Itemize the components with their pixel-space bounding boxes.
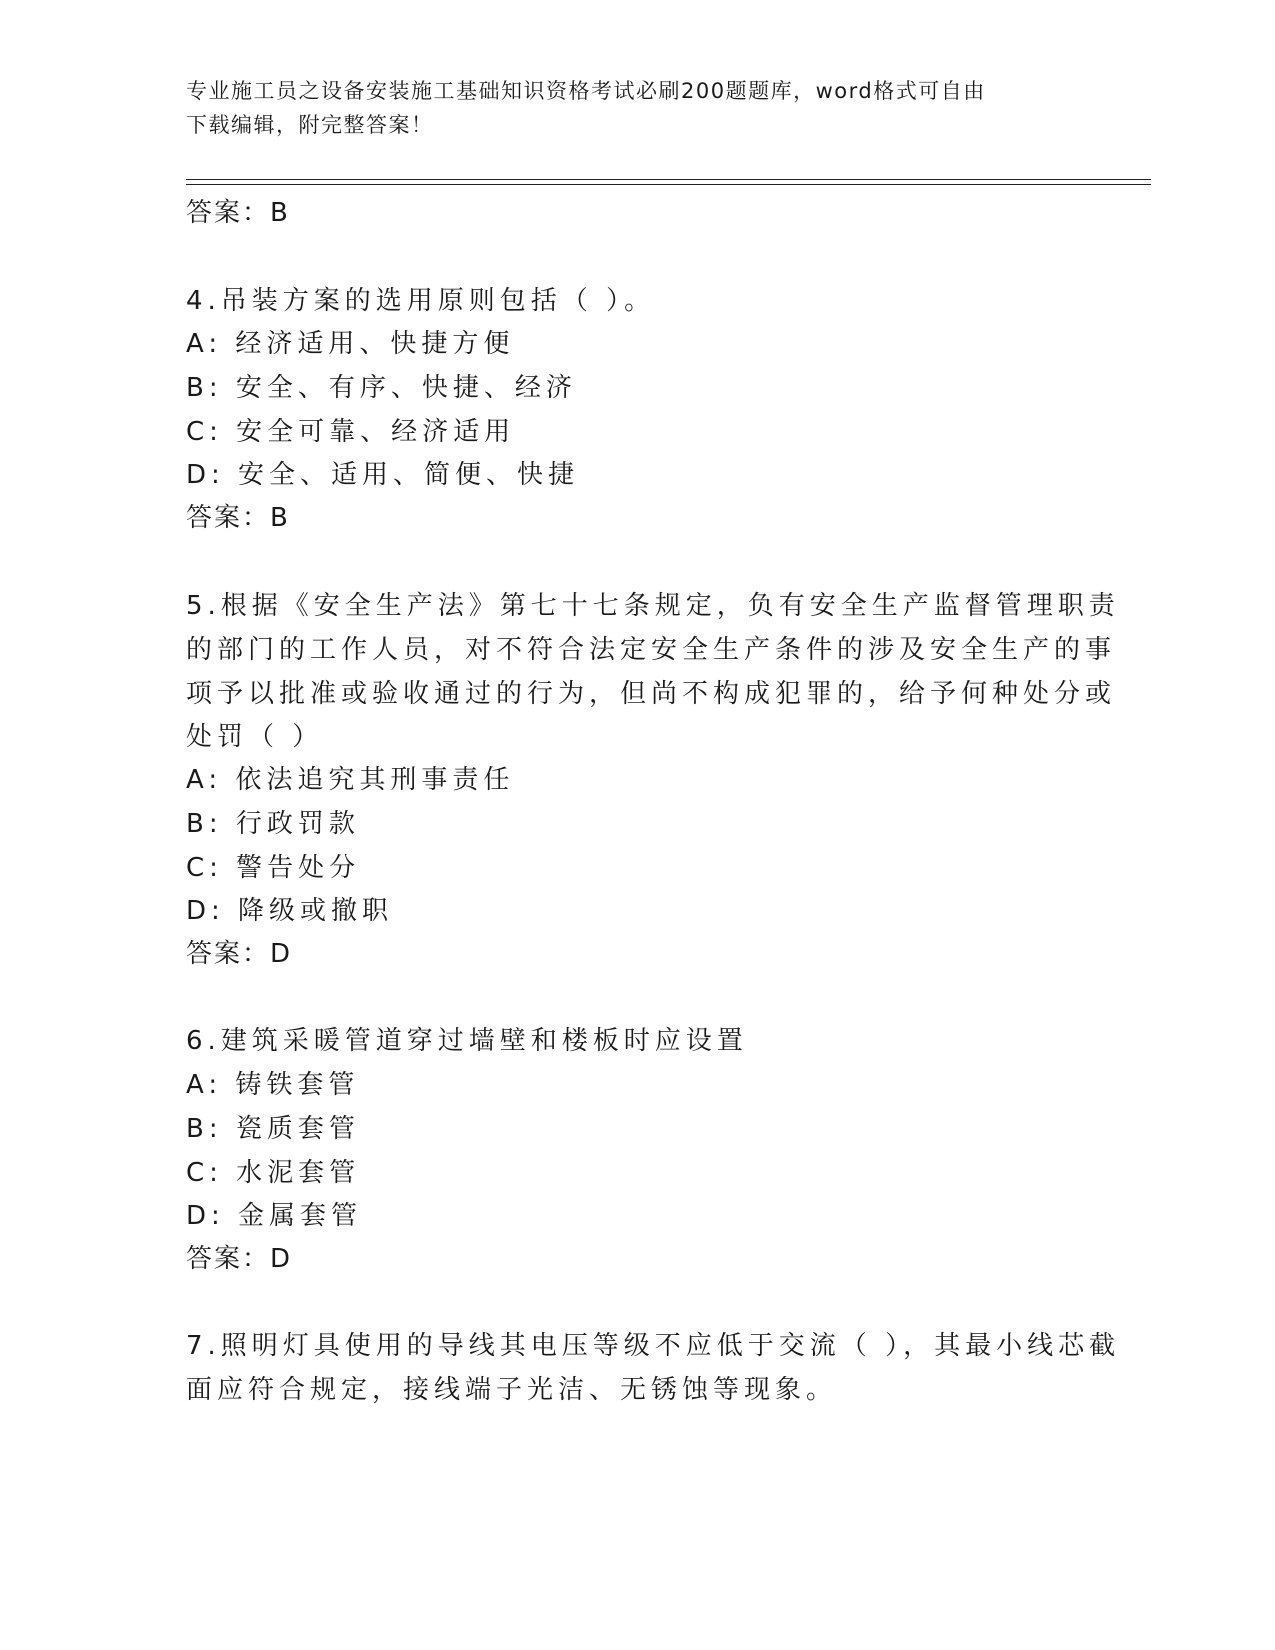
header-rule-bottom [186, 184, 1151, 185]
question-6-option-d: D: 金属套管 [186, 1201, 363, 1231]
question-4-option-d: D: 安全、适用、简便、快捷 [186, 460, 580, 490]
question-5-text-line-4: 处罚（ ） [186, 722, 324, 752]
question-4-option-a: A: 经济适用、快捷方便 [186, 329, 515, 359]
header-rule-top [186, 179, 1151, 180]
question-5-text-line-3: 项予以批准或验收通过的行为，但尚不构成犯罪的，给予何种处分或 [186, 679, 1117, 709]
header-line-1: 专业施工员之设备安装施工基础知识资格考试必刷200题题库，word格式可自由 [186, 79, 986, 103]
question-4-answer: 答案：B [186, 503, 290, 533]
header-line-2: 下载编辑，附完整答案！ [186, 113, 434, 137]
question-5-text-line-2: 的部门的工作人员，对不符合法定安全生产条件的涉及安全生产的事 [186, 635, 1117, 665]
question-6-option-a: A: 铸铁套管 [186, 1070, 360, 1100]
question-5-option-c: C: 警告处分 [186, 853, 361, 883]
question-7-text-line-2: 面应符合规定，接线端子光洁、无锈蚀等现象。 [186, 1375, 838, 1405]
question-5-option-d: D: 降级或撤职 [186, 896, 394, 926]
page-header [186, 74, 1066, 142]
question-5-option-b: B: 行政罚款 [186, 809, 360, 839]
question-4-option-b: B: 安全、有序、快捷、经济 [186, 373, 577, 403]
question-5-text-line-1: 5.根据《安全生产法》第七十七条规定，负有安全生产监督管理职责 [186, 591, 1120, 621]
question-6-text: 6.建筑采暖管道穿过墙壁和楼板时应设置 [186, 1026, 748, 1056]
question-5-answer: 答案：D [186, 939, 293, 969]
question-4-text: 4.吊装方案的选用原则包括（ ）。 [186, 286, 656, 316]
previous-answer: 答案：B [186, 198, 290, 228]
question-6-answer: 答案：D [186, 1244, 293, 1274]
question-4-option-c: C: 安全可靠、经济适用 [186, 417, 516, 447]
question-6-option-c: C: 水泥套管 [186, 1158, 361, 1188]
question-7-text-line-1: 7.照明灯具使用的导线其电压等级不应低于交流（ ），其最小线芯截 [186, 1331, 1121, 1361]
question-6-option-b: B: 瓷质套管 [186, 1114, 360, 1144]
question-5-option-a: A: 依法追究其刑事责任 [186, 765, 515, 795]
